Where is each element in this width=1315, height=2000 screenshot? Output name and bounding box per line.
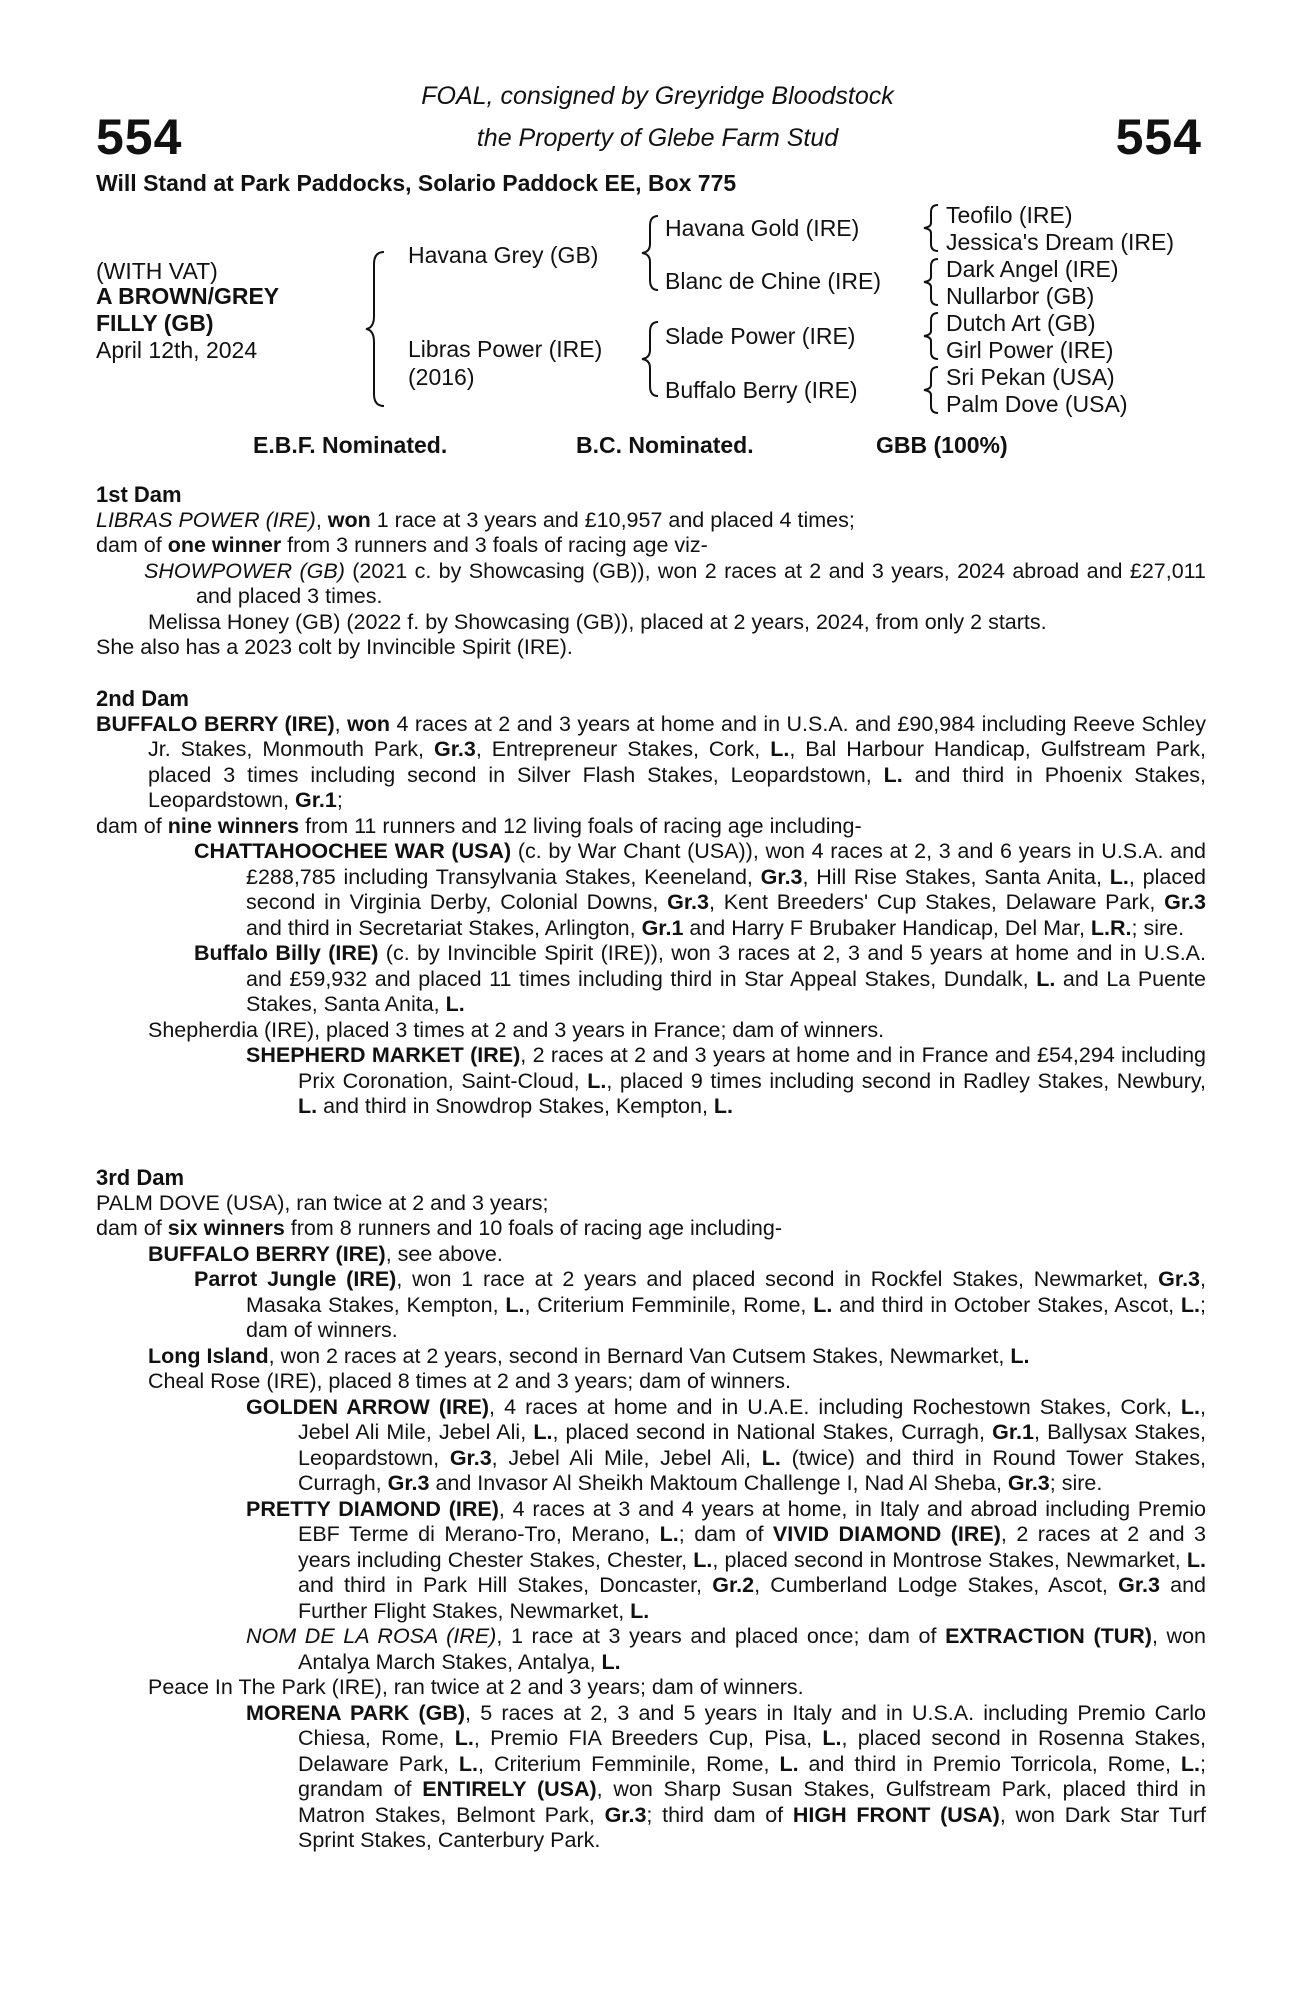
sire-dam: Blanc de Chine (IRE) [665, 268, 882, 294]
text: ; sire. [1131, 915, 1185, 940]
gbb-status: GBB (100%) [876, 432, 1008, 458]
ggp-4: Nullarbor (GB) [946, 283, 1095, 309]
second-dam-produce-summary [96, 814, 1206, 840]
gp-brace-2 [922, 257, 940, 307]
text: , won Antalya March Stakes, Antalya, [298, 1624, 1206, 1674]
winners-count: six winners [167, 1216, 285, 1240]
listed: L. [779, 1751, 799, 1776]
listed: L. [1036, 966, 1056, 991]
dam-sire: Slade Power (IRE) [665, 323, 856, 349]
horse-name: MORENA PARK (GB) [246, 1700, 466, 1725]
first-dam-produce-summary [96, 533, 1206, 559]
horse-name: BUFFALO BERRY (IRE) [96, 711, 335, 736]
listed: L. [454, 1726, 474, 1750]
text: , Ballysax Stakes, Leopardstown, [298, 1420, 1206, 1470]
listed: L. [601, 1649, 621, 1674]
grade: Gr.1 [641, 915, 684, 940]
text: , 4 races at 3 and 4 years at home, in Italy and abroad including Premio EBF Terme di Merano-Tro, Merano, [298, 1496, 1206, 1546]
vat-note: (WITH VAT) [96, 258, 218, 284]
text: and third in Phoenix Stakes, Leopardstown, [148, 762, 1207, 812]
date-of-birth: April 12th, 2024 [96, 337, 258, 363]
lot-number-right: 554 [1115, 109, 1202, 165]
horse-name: HIGH FRONT (USA) [792, 1802, 1000, 1827]
first-dam-record: LIBRAS POWER (IRE), won 1 race at 3 years and £10,957 and placed 4 times; [96, 507, 855, 532]
listed: L. [505, 1292, 525, 1317]
horse-name: VIVID DIAMOND (IRE) [772, 1522, 1001, 1546]
grade: Gr.3 [1164, 890, 1206, 914]
listed: L. [458, 1751, 479, 1776]
text: ; dam of winners. [246, 1292, 1206, 1342]
horse-name: EXTRACTION (TUR) [945, 1624, 1152, 1648]
ggp-6: Girl Power (IRE) [946, 337, 1114, 363]
gp-brace-1 [922, 203, 940, 253]
text: , Criterium Femminile, Rome, [524, 1292, 814, 1317]
produce-entry: Shepherdia (IRE), placed 3 times at 2 and 3 years in France; dam of winners. [148, 1017, 885, 1042]
dam-year: (2016) [408, 364, 475, 390]
listed: L. [713, 1094, 734, 1118]
text: , placed second in Rosenna Stakes, Delaware Park, [298, 1726, 1206, 1776]
third-dam-record: PALM DOVE (USA), ran twice at 2 and 3 years; [96, 1190, 549, 1215]
produce-entry [96, 1395, 1206, 1497]
produce-entry [96, 1344, 1206, 1370]
produce-entry [96, 1242, 1206, 1268]
lot-description-2: FILLY (GB) [96, 310, 214, 336]
horse-name: Long Island [148, 1343, 269, 1368]
lot-description-1: A BROWN/GREY [96, 283, 280, 309]
horse-name: NOM DE LA ROSA (IRE) [246, 1624, 497, 1648]
listed: L. [883, 762, 903, 787]
text: and third in Premio Torricola, Rome, [798, 1751, 1181, 1776]
text: and third in Park Hill Stakes, Doncaster, [298, 1573, 713, 1597]
horse-name: SHEPHERD MARKET (IRE) [246, 1043, 521, 1067]
text: dam of [96, 533, 168, 557]
produce-entry [96, 1267, 1206, 1344]
text: ; third dam of [646, 1802, 793, 1827]
text: , Criterium Femminile, Rome, [478, 1751, 780, 1776]
text: (twice) and third in Round Tower Stakes, Curragh, [298, 1445, 1206, 1495]
text: , Jebel Ali Mile, Jebel Ali, [298, 1394, 1206, 1444]
listed: L. [1180, 1394, 1200, 1419]
grade: Gr.1 [992, 1420, 1034, 1444]
horse-name: SHOWPOWER (GB) [144, 558, 345, 583]
gp-brace-3 [922, 311, 940, 361]
produce-entry [96, 1624, 1206, 1675]
text: and third in Secretariat Stakes, Arlington, [246, 915, 642, 940]
text: (c. by Invincible Spirit (IRE)), won 3 races at 2, 3 and 5 years at home and in U.S.A. and £59,932 and placed 11 times including third in Star Appeal Stakes, Dundalk, [246, 941, 1206, 991]
text: ; [336, 788, 343, 812]
second-dam-record: BUFFALO BERRY (IRE), won 4 races at 2 and 3 years at home and in U.S.A. and £90,984 including Reeve Schley Jr. Stakes, Monmouth Park, Gr.3, Entrepreneur Stakes, Cork, L., Bal Harbour Handicap, Gulfstream Park, placed 3 times including second in Silver Flash Stakes, Leopardstown, L. and third in Phoenix Stakes, Leopardstown, Gr.1; [96, 711, 1207, 812]
produce-entry [96, 941, 1206, 1018]
text: , 1 race at 3 years and placed once; dam of [496, 1624, 946, 1648]
second-dam-heading: 2nd Dam [96, 686, 189, 711]
listed: L. [1186, 1547, 1206, 1572]
won-label: won [347, 711, 391, 736]
text: and Further Flight Stakes, Newmarket, [298, 1573, 1206, 1623]
horse-name: ENTIRELY (USA) [422, 1777, 597, 1801]
produce-entry: Cheal Rose (IRE), placed 8 times at 2 and 3 years; dam of winners. [148, 1369, 791, 1393]
consignor-line: FOAL, consigned by Greyridge Bloodstock [421, 82, 894, 110]
bc-nomination: B.C. Nominated. [576, 432, 754, 458]
text: , won 2 races at 2 years, second in Bernard Van Cutsem Stakes, Newmarket, [268, 1343, 1011, 1368]
produce-entry [96, 839, 1206, 941]
text: , Jebel Ali Mile, Jebel Ali, [491, 1445, 762, 1470]
ggp-3: Dark Angel (IRE) [946, 256, 1119, 282]
horse-name: CHATTAHOOCHEE WAR (USA) [194, 839, 512, 863]
text: and third in Snowdrop Stakes, Kempton, [317, 1094, 714, 1118]
text: ; sire. [1049, 1471, 1103, 1495]
text: from 11 runners and 12 living foals of racing age including- [299, 813, 862, 838]
listed: L. [445, 992, 465, 1016]
text: , 4 races at home and in U.A.E. including Rochestown Stakes, Cork, [489, 1394, 1181, 1419]
third-dam-heading: 3rd Dam [96, 1165, 185, 1190]
dam-name: LIBRAS POWER (IRE) [96, 507, 316, 532]
listed: L. [813, 1292, 833, 1317]
text: , placed second in National Stakes, Curragh, [552, 1420, 993, 1444]
first-dam-section [96, 482, 1206, 661]
listed: L. [1010, 1343, 1030, 1368]
ggp-5: Dutch Art (GB) [946, 310, 1096, 336]
text: , placed second in Montrose Stakes, Newmarket, [712, 1547, 1187, 1572]
first-dam-heading: 1st Dam [96, 482, 182, 507]
text: , placed 9 times including second in Radley Stakes, Newbury, [606, 1068, 1206, 1093]
produce-entry [96, 559, 1206, 610]
winners-count: one winner [167, 533, 282, 557]
listed: L. [1180, 1751, 1201, 1776]
listed: L. [693, 1547, 713, 1572]
property-line: the Property of Glebe Farm Stud [476, 124, 839, 152]
listed: L. [659, 1522, 679, 1546]
won-label: won [327, 507, 371, 532]
text: , Bal Harbour Handicap, Gulfstream Park, placed 3 times including second in Silver Flash Stakes, Leopardstown, [148, 737, 1206, 787]
dam-brace [640, 320, 660, 398]
text: and La Puente Stakes, Santa Anita, [246, 966, 1206, 1016]
grade: Gr.1 [295, 788, 337, 812]
horse-name: Buffalo Billy (IRE) [194, 941, 379, 965]
grade: Gr.3 [760, 864, 803, 889]
produce-entry [96, 1043, 1206, 1120]
grade: Gr.3 [604, 1802, 647, 1827]
text: 4 races at 2 and 3 years at home and in U.S.A. and £90,984 including Reeve Schley Jr. Stakes, Monmouth Park, [148, 711, 1206, 761]
record-text: 1 race at 3 years and £10,957 and placed 4 times; [370, 507, 855, 532]
grade: Gr.3 [434, 737, 476, 761]
horse-name: PRETTY DIAMOND (IRE) [246, 1496, 499, 1521]
third-dam-section [96, 1165, 1206, 1854]
text: , Masaka Stakes, Kempton, [246, 1267, 1206, 1317]
grade: Gr.3 [1158, 1267, 1201, 1291]
text: , won Sharp Susan Stakes, Gulfstream Park, placed third in Matron Stakes, Belmont Park, [298, 1777, 1206, 1827]
text: and Invasor Al Sheikh Maktoum Challenge I, Nad Al Sheba, [429, 1471, 1008, 1495]
ggp-8: Palm Dove (USA) [946, 391, 1128, 417]
ggp-7: Sri Pekan (USA) [946, 364, 1115, 390]
text: and third in October Stakes, Ascot, [832, 1292, 1181, 1317]
second-dam-section [96, 686, 1206, 1120]
listed: L. [587, 1068, 607, 1093]
listed: L. [298, 1094, 318, 1118]
ggp-1: Teofilo (IRE) [946, 202, 1073, 228]
text: ; dam of [678, 1522, 773, 1546]
text: , 5 races at 2, 3 and 5 years in Italy and in U.S.A. including Premio Carlo Chiesa, Rome, [298, 1700, 1206, 1750]
grade: Gr.2 [712, 1573, 755, 1597]
third-dam-produce-summary [96, 1216, 1206, 1242]
text: , Entrepreneur Stakes, Cork, [475, 737, 771, 761]
sire: Havana Grey (GB) [408, 242, 599, 268]
text: , Cumberland Lodge Stakes, Ascot, [754, 1573, 1119, 1597]
winners-count: nine winners [167, 813, 300, 838]
text: , 2 races at 2 and 3 years including Chester Stakes, Chester, [298, 1522, 1206, 1572]
text: , Hill Rise Stakes, Santa Anita, [802, 864, 1110, 889]
text: dam of [96, 813, 168, 838]
gp-brace-4 [922, 365, 940, 415]
produce-entry [96, 1701, 1206, 1854]
produce-entry [96, 1497, 1206, 1625]
listed: L. [1109, 864, 1129, 889]
text: (c. by War Chant (USA)), won 4 races at 2, 3 and 6 years in U.S.A. and £288,785 including Transylvania Stakes, Keeneland, [246, 839, 1206, 889]
pedigree-brace [364, 250, 386, 408]
text: and Harry F Brubaker Handicap, Del Mar, [683, 915, 1091, 940]
text: , placed second in Virginia Derby, Colonial Downs, [246, 864, 1206, 914]
text: , won 1 race at 2 years and placed second in Rockfel Stakes, Newmarket, [396, 1267, 1159, 1291]
text: , Premio FIA Breeders Cup, Pisa, [473, 1726, 823, 1750]
stand-location: Will Stand at Park Paddocks, Solario Paddock EE, Box 775 [96, 170, 737, 196]
grade: Gr.3 [449, 1445, 492, 1470]
text: , Kent Breeders' Cup Stakes, Delaware Park, [709, 890, 1165, 914]
grade: Gr.3 [387, 1471, 430, 1495]
dam-dam: Buffalo Berry (IRE) [665, 377, 858, 403]
horse-name: Parrot Jungle (IRE) [194, 1267, 397, 1291]
produce-note: She also has a 2023 colt by Invincible Spirit (IRE). [96, 635, 573, 659]
grade: Gr.3 [1007, 1471, 1050, 1495]
listed: L. [1180, 1292, 1201, 1317]
listed: L. [822, 1726, 842, 1750]
listed: L. [770, 737, 790, 761]
sire-brace [640, 214, 660, 292]
horse-name: GOLDEN ARROW (IRE) [246, 1394, 490, 1419]
text: , see above. [385, 1241, 503, 1266]
listed: L.R. [1090, 915, 1132, 940]
grade: Gr.3 [1118, 1573, 1160, 1597]
text: from 3 runners and 3 foals of racing age viz- [281, 533, 708, 557]
horse-name: BUFFALO BERRY (IRE) [148, 1241, 386, 1266]
lot-number-left: 554 [96, 109, 183, 165]
text: , won Dark Star Turf Sprint Stakes, Canterbury Park. [298, 1802, 1207, 1852]
text: , 2 races at 2 and 3 years at home and in France and £54,294 including Prix Coronation, Saint-Cloud, [298, 1043, 1206, 1093]
text: dam of [96, 1216, 168, 1240]
ebf-nomination: E.B.F. Nominated. [253, 432, 448, 458]
produce-entry: Melissa Honey (GB) (2022 f. by Showcasing (GB)), placed at 2 years, 2024, from only 2 starts. [148, 609, 1047, 634]
listed: L. [761, 1445, 781, 1470]
dam: Libras Power (IRE) [408, 336, 603, 362]
listed: L. [630, 1598, 650, 1623]
text: (2021 c. by Showcasing (GB)), won 2 races at 2 and 3 years, 2024 abroad and £27,011 and placed 3 times. [196, 558, 1206, 608]
grade: Gr.3 [667, 890, 709, 914]
produce-entry: Peace In The Park (IRE), ran twice at 2 and 3 years; dam of winners. [148, 1675, 804, 1699]
ggp-2: Jessica's Dream (IRE) [946, 229, 1175, 255]
text: from 8 runners and 10 foals of racing age including- [284, 1216, 782, 1240]
sire-sire: Havana Gold (IRE) [665, 215, 860, 241]
listed: L. [533, 1420, 553, 1444]
text: ; grandam of [298, 1751, 1207, 1801]
